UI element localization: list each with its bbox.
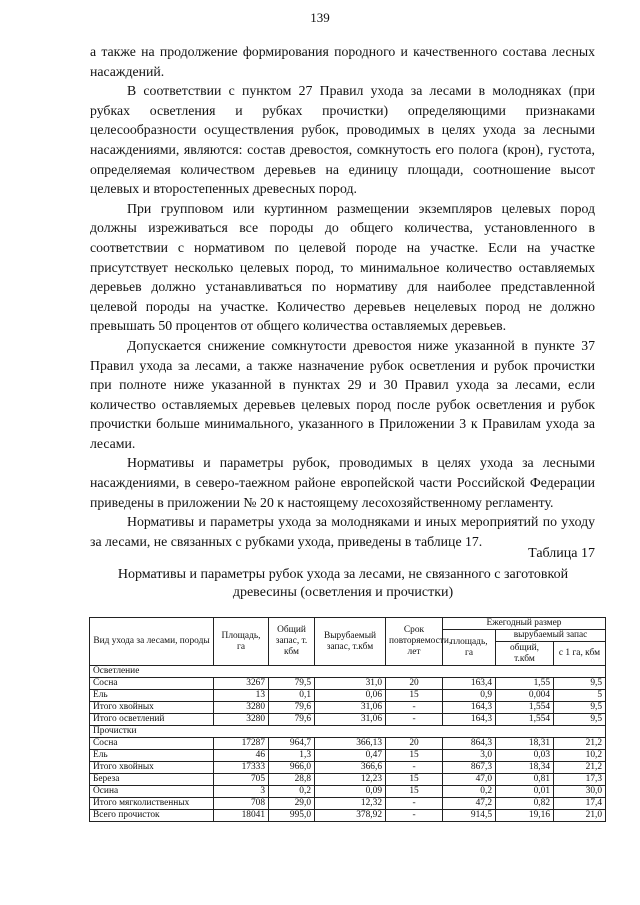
cell-annual-cut-per-ha: 9,5: [554, 702, 606, 714]
cell-annual-cut-total: 0,81: [496, 774, 554, 786]
cell-area: 3280: [214, 702, 269, 714]
cell-type: Сосна: [90, 738, 214, 750]
table-row: [90, 738, 606, 750]
cell-cut-stock: 0,06: [315, 690, 386, 702]
section-title: Прочистки: [90, 726, 606, 738]
cell-annual-area: 864,3: [443, 738, 496, 750]
cell-type: Итого осветлений: [90, 714, 214, 726]
cell-annual-cut-per-ha: 9,5: [554, 714, 606, 726]
cell-area: 3267: [214, 678, 269, 690]
header-type: Вид ухода за лесами, породы: [90, 618, 214, 666]
cell-type: Итого хвойных: [90, 762, 214, 774]
paragraph: При групповом или куртинном размещении экземпляров целевых пород должны изреживаться все породы до общего количества, установленного в соответствии с нормативом по целевой породе на участке. Если на участке присутствует несколько целевых пород, то минимальное количество оставляемых деревьев должно устанавливаться по нормативу для наиболее представленной целевой породы на участке. Количество деревьев нецелевых пород не должно превышать 50 процентов от общего количества оставляемых деревьев.: [90, 200, 595, 334]
cell-type: Осина: [90, 786, 214, 798]
cell-period: -: [386, 702, 443, 714]
cell-annual-cut-per-ha: 17,4: [554, 798, 606, 810]
header-total-stock: Общий запас, т. кбм: [269, 618, 315, 666]
cell-annual-area: 164,3: [443, 714, 496, 726]
cell-cut-stock: 12,32: [315, 798, 386, 810]
norms-table: [89, 617, 606, 822]
cell-area: 705: [214, 774, 269, 786]
cell-cut-stock: 31,06: [315, 702, 386, 714]
cell-annual-area: 164,3: [443, 702, 496, 714]
header-cut-stock: Вырубаемый запас, т.кбм: [315, 618, 386, 666]
header-annual: Ежегодный размер: [443, 618, 606, 630]
header-area: Площадь, га: [214, 618, 269, 666]
cell-annual-area: 47,2: [443, 798, 496, 810]
cell-type: Ель: [90, 750, 214, 762]
cell-total-stock: 0,2: [269, 786, 315, 798]
table-row: [90, 702, 606, 714]
body-text: [90, 42, 595, 551]
cell-annual-cut-per-ha: 5: [554, 690, 606, 702]
table-row: [90, 690, 606, 702]
cell-cut-stock: 366,13: [315, 738, 386, 750]
page-number: 139: [310, 10, 330, 25]
cell-annual-area: 914,5: [443, 810, 496, 822]
cell-cut-stock: 0,47: [315, 750, 386, 762]
cell-annual-cut-total: 0,01: [496, 786, 554, 798]
cell-annual-cut-per-ha: 17,3: [554, 774, 606, 786]
cell-area: 13: [214, 690, 269, 702]
cell-period: 15: [386, 786, 443, 798]
cell-annual-cut-per-ha: 9,5: [554, 678, 606, 690]
cell-annual-cut-per-ha: 21,2: [554, 738, 606, 750]
cell-period: 15: [386, 690, 443, 702]
cell-type: Береза: [90, 774, 214, 786]
cell-type: Итого хвойных: [90, 702, 214, 714]
cell-annual-cut-total: 1,554: [496, 714, 554, 726]
cell-type: Итого мягколиственных: [90, 798, 214, 810]
paragraph: а также на продолжение формирования породного и качественного состава лесных насаждений.: [90, 44, 595, 79]
header-annual-cut-total: общий, т.кбм: [496, 642, 554, 666]
cell-annual-cut-per-ha: 30,0: [554, 786, 606, 798]
cell-period: -: [386, 714, 443, 726]
cell-area: 3: [214, 786, 269, 798]
cell-cut-stock: 378,92: [315, 810, 386, 822]
cell-annual-area: 3,0: [443, 750, 496, 762]
table-row: [90, 798, 606, 810]
cell-annual-cut-total: 0,004: [496, 690, 554, 702]
cell-cut-stock: 31,0: [315, 678, 386, 690]
cell-type: Всего прочисток: [90, 810, 214, 822]
paragraph: Нормативы и параметры рубок, проводимых в целях ухода за лесными насаждениями, в северо-таежном районе европейской части Российской Федерации приведены в приложении № 20 к настоящему лесохозяйственному регламенту.: [90, 455, 595, 510]
cell-area: 17333: [214, 762, 269, 774]
table-row: [90, 678, 606, 690]
table-row: [90, 810, 606, 822]
cell-area: 18041: [214, 810, 269, 822]
cell-annual-cut-total: 19,16: [496, 810, 554, 822]
header-annual-cut: вырубаемый запас: [496, 630, 606, 642]
cell-cut-stock: 0,09: [315, 786, 386, 798]
header-annual-area: площадь, га: [443, 630, 496, 666]
cell-area: 708: [214, 798, 269, 810]
cell-period: 15: [386, 774, 443, 786]
table-body: [90, 666, 606, 822]
cell-annual-cut-per-ha: 10,2: [554, 750, 606, 762]
cell-annual-area: 0,9: [443, 690, 496, 702]
table-section-row: [90, 726, 606, 738]
table-row: [90, 762, 606, 774]
cell-period: 20: [386, 678, 443, 690]
paragraph: В соответствии с пунктом 27 Правил ухода за лесами в молодняках (при рубках осветления и рубках прочистки) определяющими признаками целесообразности осуществления рубок, проводимых в целях ухода за лесными насаждениями, являются: состав древостоя, сомкнутость его полога (крон), густота, определяемая количеством деревьев на единицу площади, соотношение высот целевых и второстепенных древесных пород.: [90, 83, 595, 197]
cell-period: 15: [386, 750, 443, 762]
paragraph: Нормативы и параметры ухода за молодняками и иных мероприятий по уходу за лесами, не связанных с рубками ухода, приведены в таблице 17.: [90, 514, 595, 549]
table-title: Нормативы и параметры рубок ухода за лесами, не связанного с заготовкой древесины (осветления и прочистки): [117, 567, 569, 600]
cell-cut-stock: 12,23: [315, 774, 386, 786]
cell-annual-area: 163,4: [443, 678, 496, 690]
cell-area: 3280: [214, 714, 269, 726]
cell-annual-area: 47,0: [443, 774, 496, 786]
section-title: Осветление: [90, 666, 606, 678]
cell-period: -: [386, 810, 443, 822]
cell-total-stock: 79,6: [269, 702, 315, 714]
paragraph: Допускается снижение сомкнутости древостоя ниже указанной в пункте 37 Правил ухода за лесами, а также назначение рубок осветления и рубок прочистки при полноте ниже указанной в пунктах 29 и 30 Правил ухода за лесами, если количество оставляемых деревьев целевых пород после рубок осветления и рубок прочистки больше минимального, указанного в Приложении 3 к Правилам ухода за лесами.: [90, 337, 595, 451]
cell-period: 20: [386, 738, 443, 750]
cell-total-stock: 28,8: [269, 774, 315, 786]
cell-annual-area: 867,3: [443, 762, 496, 774]
cell-period: -: [386, 762, 443, 774]
cell-cut-stock: 366,6: [315, 762, 386, 774]
cell-total-stock: 1,3: [269, 750, 315, 762]
cell-total-stock: 79,6: [269, 714, 315, 726]
table-label: Таблица 17: [528, 546, 595, 561]
cell-annual-cut-total: 1,554: [496, 702, 554, 714]
cell-cut-stock: 31,06: [315, 714, 386, 726]
cell-annual-cut-total: 0,82: [496, 798, 554, 810]
cell-annual-cut-per-ha: 21,0: [554, 810, 606, 822]
header-annual-cut-per-ha: с 1 га, кбм: [554, 642, 606, 666]
cell-annual-cut-total: 1,55: [496, 678, 554, 690]
cell-area: 46: [214, 750, 269, 762]
cell-total-stock: 995,0: [269, 810, 315, 822]
cell-annual-cut-total: 0,03: [496, 750, 554, 762]
header-period: Срок повторяемости, лет: [386, 618, 443, 666]
cell-total-stock: 966,0: [269, 762, 315, 774]
cell-annual-cut-total: 18,34: [496, 762, 554, 774]
cell-type: Ель: [90, 690, 214, 702]
cell-total-stock: 964,7: [269, 738, 315, 750]
table-row: [90, 774, 606, 786]
cell-total-stock: 29,0: [269, 798, 315, 810]
cell-total-stock: 79,5: [269, 678, 315, 690]
table-row: [90, 786, 606, 798]
cell-period: -: [386, 798, 443, 810]
table-row: [90, 714, 606, 726]
cell-area: 17287: [214, 738, 269, 750]
cell-total-stock: 0,1: [269, 690, 315, 702]
cell-type: Сосна: [90, 678, 214, 690]
table-section-row: [90, 666, 606, 678]
table-row: [90, 750, 606, 762]
cell-annual-cut-per-ha: 21,2: [554, 762, 606, 774]
cell-annual-area: 0,2: [443, 786, 496, 798]
cell-annual-cut-total: 18,31: [496, 738, 554, 750]
